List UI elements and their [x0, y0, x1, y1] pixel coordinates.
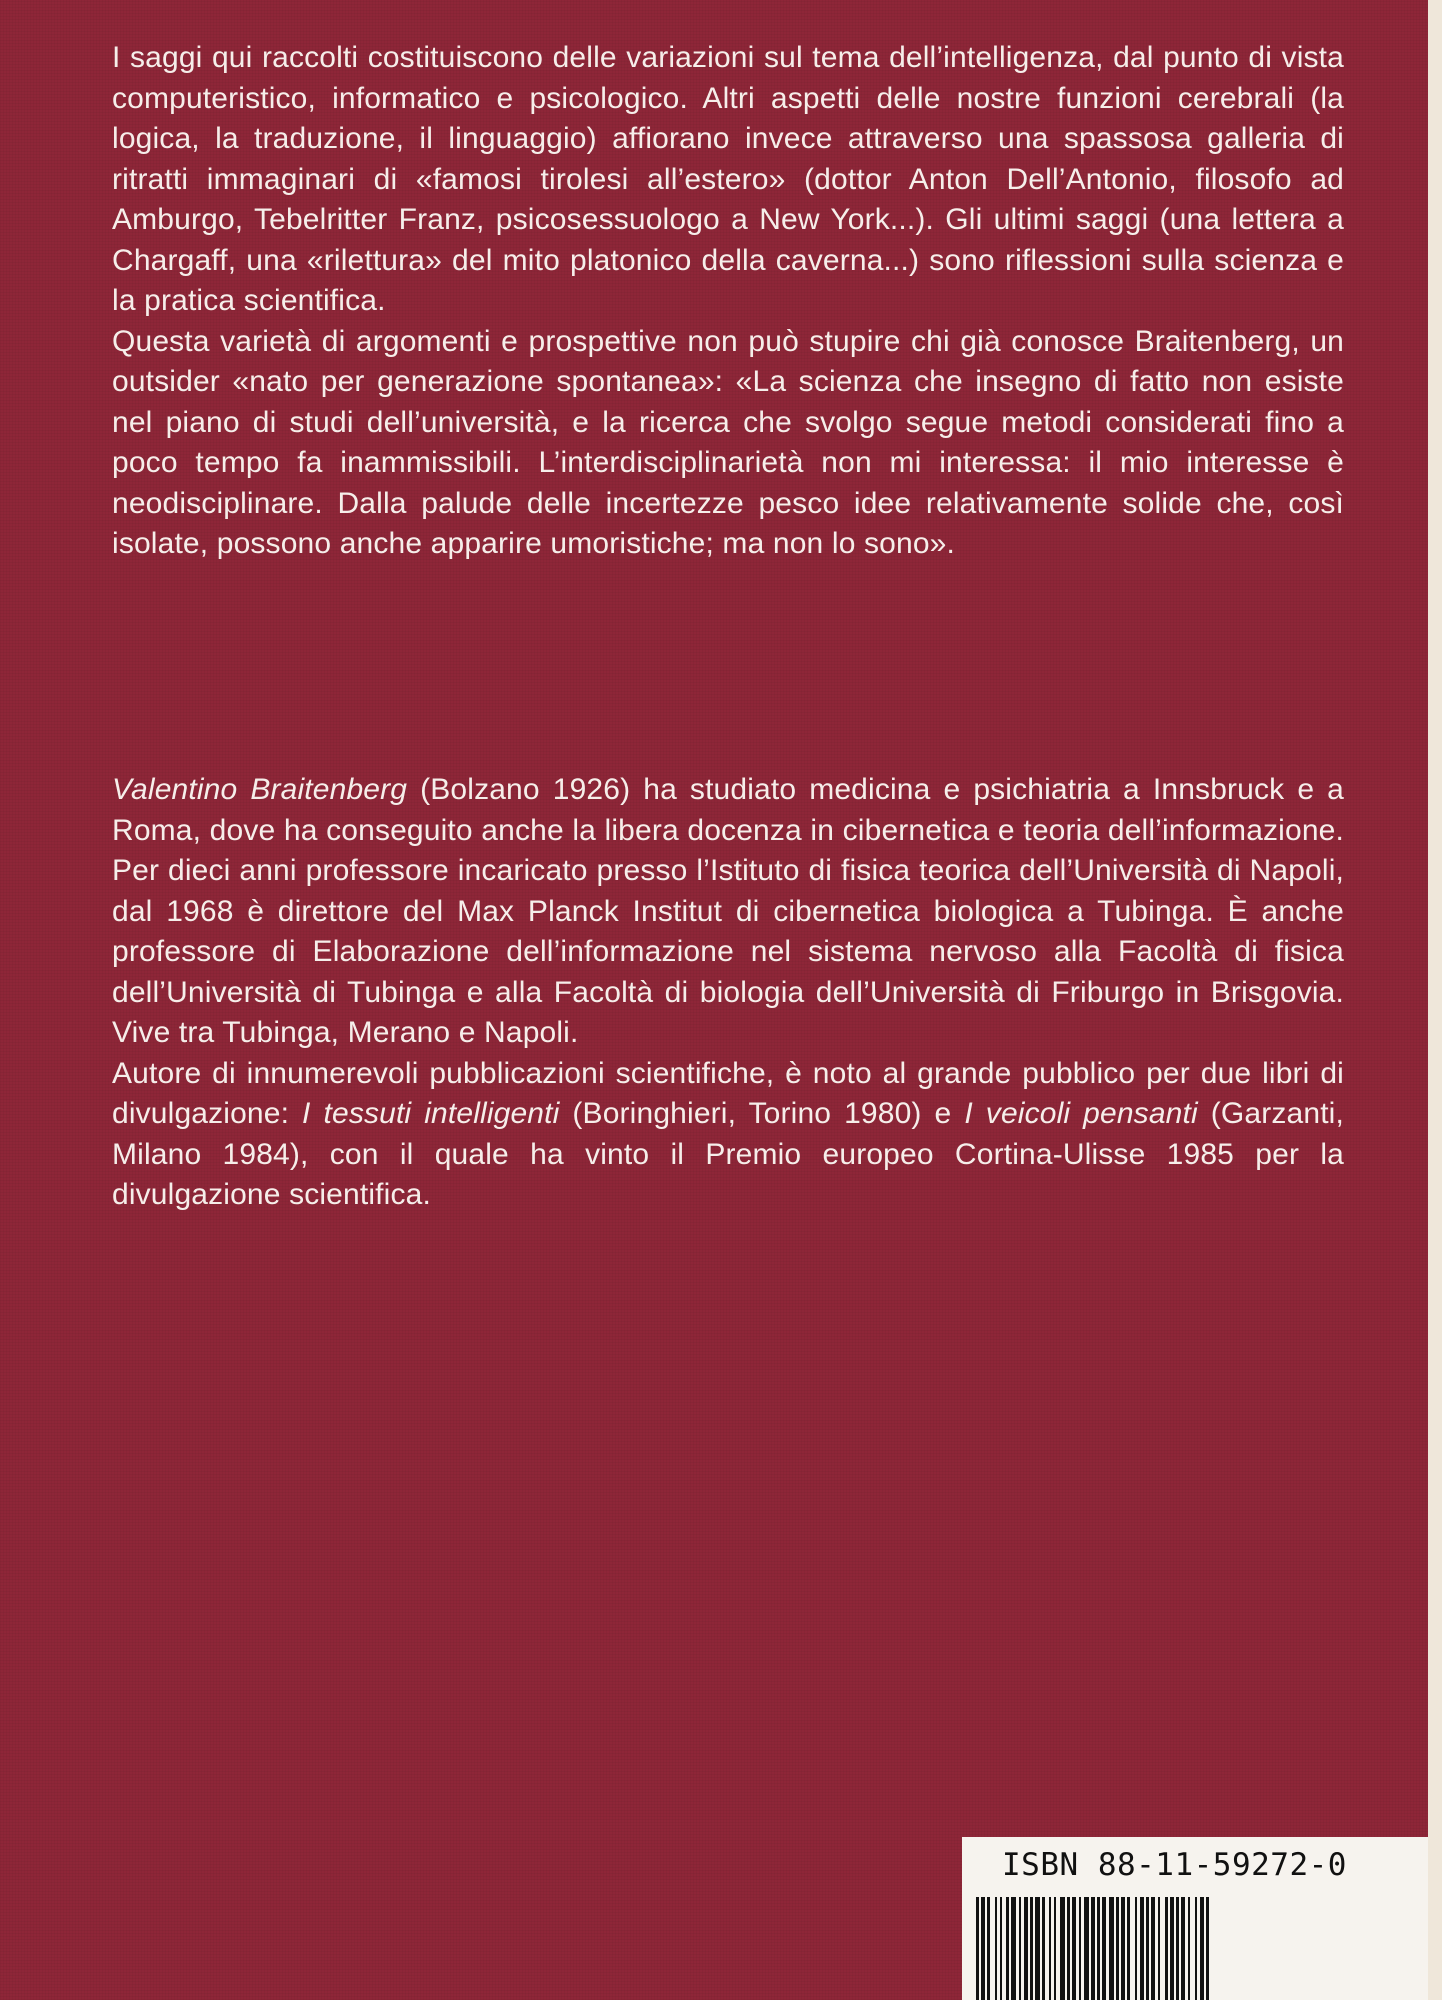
- barcode-bar: [1146, 1897, 1149, 2000]
- page-edge: [1428, 0, 1442, 2000]
- isbn-number: ISBN 88-11-59272-0: [1002, 1847, 1347, 1883]
- barcode-bar: [995, 1897, 997, 2000]
- bio-paragraph-1-text: (Bolzano 1926) ha studiato medicina e psichiatria a Innsbruck e a Roma, dove ha conseguito anche la libera docenza in cibernetica e teoria dell’informazione. Per dieci anni professore incaricato presso l’Istituto di fisica teorica dell’Università di Napoli, dal 1968 è direttore del Max Planck Institut di cibernetica biologica a Tubinga. È anche professore di Elaborazione dell’informazione nel sistema nervoso alla Facoltà di fisica dell’Università di Tubinga e alla Facoltà di biologia dell’Università di Friburgo in Brisgovia. Vive tra Tubinga, Merano e Napoli.: [112, 773, 1345, 1049]
- barcode-bar: [1121, 1897, 1125, 2000]
- barcode-bar: [1165, 1897, 1168, 2000]
- barcode-bar: [976, 1897, 979, 2000]
- barcode-bar: [1097, 1897, 1100, 2000]
- barcode-bar: [1060, 1897, 1065, 2000]
- author-name: Valentino Braitenberg: [112, 773, 408, 806]
- isbn-label: [962, 1837, 1442, 2000]
- bio-paragraph-2-text-a: Autore di innumerevoli pubblicazioni scientifiche, è noto al grande pubblico per due libri di divulgazione:: [112, 1056, 1344, 1130]
- barcode-bar: [1011, 1897, 1016, 2000]
- barcode-bar: [1116, 1897, 1119, 2000]
- barcode-bar: [1072, 1897, 1076, 2000]
- bio-paragraph-2-text-c: (Garzanti, Milano 1984), con il quale ha vinto il Premio europeo Cortina-Ulisse 1985 per la divulgazione scientifica.: [112, 1097, 1344, 1211]
- barcode-bar: [1135, 1897, 1137, 2000]
- barcode-bar: [1170, 1897, 1174, 2000]
- barcode-bar: [1195, 1897, 1197, 2000]
- barcode-bar: [1181, 1897, 1185, 2000]
- barcode-bar: [1019, 1897, 1021, 2000]
- bio-paragraph-2: [112, 1054, 1344, 1216]
- barcode-bar: [1151, 1897, 1155, 2000]
- barcode-bar: [1035, 1897, 1040, 2000]
- barcode-bar: [1030, 1897, 1033, 2000]
- barcode-bar: [1140, 1897, 1144, 2000]
- barcode-graphic: [974, 1897, 1434, 2000]
- barcode-bar: [1024, 1897, 1028, 2000]
- description-paragraph-2: Questa varietà di argomenti e prospettive non può stupire chi già conosce Braitenberg, un outsider «nato per generazione spontanea»: «La scienza che insegno di fatto non esiste nel piano di studi dell’università, e la ricerca che svolgo segue metodi considerati fino a poco tempo fa inammissibili. L’interdisciplinarietà non mi interessa: il mio interesse è neodisciplinare. Dalla palude delle incertezze pesco idee relativamente solide che, così isolate, possono anche apparire umoristiche; ma non lo sono».: [112, 324, 1344, 560]
- barcode-bar: [1049, 1897, 1051, 2000]
- book-description: [112, 38, 1344, 565]
- barcode-bar: [1176, 1897, 1179, 2000]
- book-title-2: I veicoli pensanti: [964, 1097, 1198, 1130]
- description-paragraph-1: I saggi qui raccolti costituiscono delle variazioni sul tema dell’intelligenza, dal punto di vista computeristico, informatico e psicologico. Altri aspetti delle nostre funzioni cerebrali (la logica, la traduzione, il linguaggio) affiorano invece attraverso una spassosa galleria di ritratti immaginari di «famosi tirolesi all’estero» (dottor Anton Dell’Antonio, filosofo ad Amburgo, Tebelritter Franz, psicosessuologo a New York...). Gli ultimi saggi (una lettera a Chargaff, una «rilettura» del mito platonico della caverna...) sono riflessioni sulla scienza e la pratica scientifica.: [112, 41, 1344, 317]
- barcode-bar: [1042, 1897, 1045, 2000]
- bio-paragraph-1: [112, 770, 1344, 1054]
- barcode-bar: [1091, 1897, 1095, 2000]
- barcode-bar: [1067, 1897, 1070, 2000]
- barcode-bar: [1158, 1897, 1160, 2000]
- barcode-bar: [1188, 1897, 1190, 2000]
- barcode-bar: [1109, 1897, 1114, 2000]
- barcode-bar: [981, 1897, 985, 2000]
- barcode-bar: [1206, 1897, 1209, 2000]
- bio-paragraph-2-text-b: (Boringhieri, Torino 1980) e: [559, 1097, 965, 1130]
- book-title-1: I tessuti intelligenti: [302, 1097, 560, 1130]
- barcode-bar: [1200, 1897, 1204, 2000]
- barcode-bar: [1000, 1897, 1002, 2000]
- barcode-bar: [1054, 1897, 1056, 2000]
- barcode-bar: [1079, 1897, 1081, 2000]
- barcode-bar: [987, 1897, 990, 2000]
- barcode-bar: [1127, 1897, 1130, 2000]
- author-bio: [112, 770, 1344, 1216]
- barcode-bar: [1084, 1897, 1089, 2000]
- barcode-bar: [1006, 1897, 1009, 2000]
- barcode-bar: [1102, 1897, 1106, 2000]
